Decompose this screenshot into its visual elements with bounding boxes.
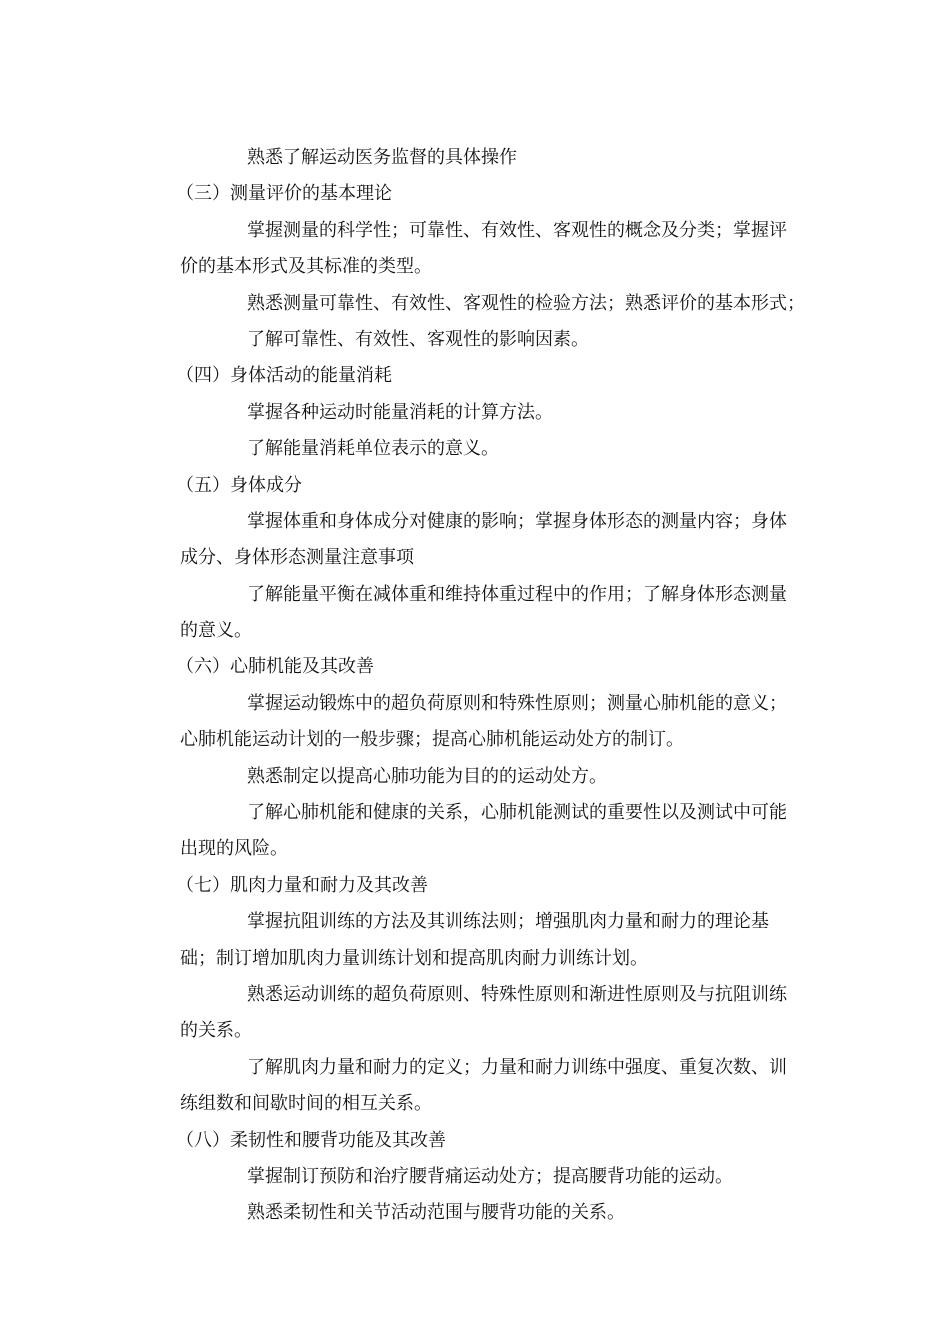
- paragraph-line: 价的基本形式及其标准的类型。: [180, 256, 432, 278]
- paragraph-line: 掌握抗阻训练的方法及其训练法则；增强肌肉力量和耐力的理论基: [247, 911, 769, 933]
- paragraph-line: 了解可靠性、有效性、客观性的影响因素。: [247, 328, 589, 350]
- paragraph-line: 了解能量消耗单位表示的意义。: [247, 438, 499, 460]
- paragraph-line: 熟悉运动训练的超负荷原则、特殊性原则和渐进性原则及与抗阻训练: [247, 983, 787, 1005]
- paragraph-line: 了解肌肉力量和耐力的定义；力量和耐力训练中强度、重复次数、训: [247, 1056, 787, 1078]
- document-body: [176, 140, 820, 1232]
- paragraph-line: 熟悉制定以提高心肺功能为目的的运动处方。: [247, 765, 607, 787]
- paragraph-line: 成分、身体形态测量注意事项: [180, 547, 414, 569]
- section-heading: （四）身体活动的能量消耗: [176, 365, 392, 387]
- paragraph-line: 掌握制订预防和治疗腰背痛运动处方；提高腰背功能的运动。: [247, 1165, 733, 1187]
- paragraph-line: 熟悉了解运动医务监督的具体操作: [247, 147, 517, 168]
- paragraph-line: 的意义。: [180, 620, 252, 642]
- paragraph-line: 熟悉测量可靠性、有效性、客观性的检验方法；熟悉评价的基本形式；: [247, 292, 805, 314]
- paragraph-line: 出现的风险。: [180, 838, 288, 860]
- section-heading: （七）肌肉力量和耐力及其改善: [176, 874, 428, 896]
- paragraph-line: 掌握体重和身体成分对健康的影响；掌握身体形态的测量内容；身体: [247, 510, 787, 532]
- paragraph-line: 掌握测量的科学性；可靠性、有效性、客观性的概念及分类；掌握评: [247, 219, 787, 241]
- paragraph-line: 掌握各种运动时能量消耗的计算方法。: [247, 401, 553, 423]
- paragraph-line: 心肺机能运动计划的一般步骤；提高心肺机能运动处方的制订。: [180, 729, 684, 751]
- paragraph-line: 熟悉柔韧性和关节活动范围与腰背功能的关系。: [247, 1202, 625, 1224]
- paragraph-line: 掌握运动锻炼中的超负荷原则和特殊性原则；测量心肺机能的意义；: [247, 692, 787, 714]
- section-heading: （六）心肺机能及其改善: [176, 656, 374, 678]
- section-heading: （八）柔韧性和腰背功能及其改善: [176, 1129, 446, 1151]
- paragraph-line: 了解心肺机能和健康的关系，心肺机能测试的重要性以及测试中可能: [247, 802, 787, 824]
- paragraph-line: 的关系。: [180, 1020, 252, 1042]
- section-heading: （三）测量评价的基本理论: [176, 183, 392, 205]
- section-heading: （五）身体成分: [176, 474, 302, 496]
- paragraph-line: 了解能量平衡在减体重和维持体重过程中的作用；了解身体形态测量: [247, 583, 787, 605]
- paragraph-line: 础；制订增加肌肉力量训练计划和提高肌肉耐力训练计划。: [180, 947, 648, 969]
- paragraph-line: 练组数和间歇时间的相互关系。: [180, 1093, 432, 1115]
